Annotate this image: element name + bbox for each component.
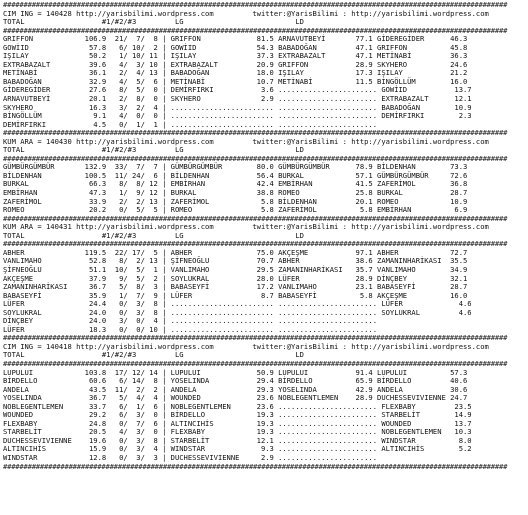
separator-line: ########################################################################################################################### [3, 358, 508, 368]
table-row: LUPULUI 103.8 17/ 12/ 14 | LUPULUI 50.9 LUPULUI 91.4 LUPULUI 57.3 [3, 367, 468, 377]
table-row: GRIFFON 106.9 21/ 7/ 8 | GRIFFON 81.5 ARNAVUTBEYİ 77.1 GİDEREGİDER 46.3 [3, 34, 468, 44]
table-row: GİDEREGİDER 27.6 8/ 5/ 0 | DEMİRFIRKI 3.6 ....................... GOWİID 13.7 [3, 85, 472, 95]
table-row: ARNAVUTBEYİ 20.1 2/ 8/ 0 | SKYHERO 2.9 ....................... EXTRABAZALT 12.1 [3, 94, 472, 104]
table-row: NOBLEGENTLEMEN 33.7 6/ 1/ 6 | NOBLEGENTLEMEN 23.6 ....................... FLEXBABY 23.5 [3, 401, 472, 411]
column-header: TOTAL #1/#2/#3 LG LD [3, 145, 304, 155]
table-row: DUCHESSEVIVIENNE 19.6 0/ 3/ 8 | STARBELİT 12.1 ....................... WINDSTAR 8.0 [3, 435, 472, 445]
table-row: IŞILAY 50.2 1/ 10/ 11 | IŞILAY 37.3 EXTRABAZALT 47.1 METİNABİ 36.3 [3, 51, 468, 61]
table-row: DİNÇBEY 24.0 3/ 0/ 4 | ........................ ....................... [3, 316, 378, 326]
race-header: KUM ARA = 140430 http://yarisbilimi.wordpress.com twitter:@YarisBilimi : http://yarisbilimi.wordpress.com [3, 136, 489, 146]
table-row: LÜFER 24.4 0/ 3/ 8 | ........................ ....................... LÜFER 4.6 [3, 299, 472, 309]
table-row: ROMEO 20.2 0/ 5/ 5 | ROMEO 5.8 ZAFERİMOL 5.8 EMBİRHAN 6.9 [3, 205, 468, 215]
table-row: ABHER 119.5 22/ 17/ 5 | ABHER 75.0 AKÇEŞME 97.1 ABHER 72.7 [3, 247, 468, 257]
race-header: CIM ING = 140418 http://yarisbilimi.wordpress.com twitter:@YarisBilimi : http://yarisbilimi.wordpress.com [3, 341, 489, 351]
table-row: AKÇEŞME 37.9 9/ 5/ 2 | SOYLUKRAL 28.0 LÜFER 28.9 DİNÇBEY 32.1 [3, 273, 468, 283]
table-row: VANLIMAHO 52.8 8/ 2/ 13 | ŞİFNEOĞLU 70.7 ABHER 38.6 ZAMANINHARİKASI 35.5 [3, 256, 468, 266]
table-row: ZAMANINHARİKASI 36.7 5/ 8/ 3 | BABASEYFİ 17.2 VANLIMAHO 23.1 BABASEYFİ 28.7 [3, 282, 468, 292]
table-row: METİNABİ 36.1 2/ 4/ 13 | BABADOĞAN 18.0 IŞILAY 17.3 IŞILAY 21.2 [3, 68, 468, 78]
table-row: BİLDENHAN 100.5 11/ 24/ 6 | BİLDENHAN 56.4 BURKAL 57.1 GÜMBÜRGÜMBÜR 72.6 [3, 170, 468, 180]
table-row: BABADOĞAN 32.9 4/ 5/ 6 | METİNABİ 10.7 METİNABİ 11.5 BİNGÖLLÜM 16.0 [3, 76, 468, 86]
separator-line: ########################################################################################################################### [3, 153, 508, 163]
table-row: GÜMBÜRGÜMBÜR 132.9 33/ 7/ 7 | GÜMBÜRGÜMBÜR 80.0 GÜMBÜRGÜMBÜR 78.9 BİLDENHAN 73.3 [3, 162, 468, 172]
table-row: EXTRABAZALT 39.6 4/ 3/ 10 | EXTRABAZALT 20.9 GRIFFON 28.9 SKYHERO 24.6 [3, 59, 468, 69]
separator-line: ########################################################################################################################### [3, 239, 508, 249]
separator-line: ########################################################################################################################### [3, 333, 508, 343]
column-header: TOTAL #1/#2/#3 LG LD [3, 350, 304, 360]
table-row: ZAFERİMOL 33.9 2/ 2/ 13 | ZAFERİMOL 5.8 BİLDENHAN 20.1 ROMEO 10.9 [3, 196, 468, 206]
table-row: BURKAL 66.3 8/ 8/ 12 | EMBİRHAN 42.4 EMBİRHAN 41.5 ZAFERİMOL 36.8 [3, 179, 468, 189]
table-row: SKYHERO 16.3 3/ 2/ 4 | ........................ ....................... BABADOĞAN 10.9 [3, 102, 472, 112]
table-row: STARBELİT 20.5 4/ 3/ 0 | FLEXBABY 19.3 ....................... NOBLEGENTLEMEN 10.3 [3, 427, 472, 437]
table-row: BİNGÖLLÜM 9.1 4/ 0/ 0 | ........................ ....................... DEMİRFIRKI 2.3 [3, 111, 472, 121]
race-header: CIM ING = 140428 http://yarisbilimi.wordpress.com twitter:@YarisBilimi : http://yarisbilimi.wordpress.com [3, 8, 489, 18]
table-row: YOSELINDA 36.7 5/ 4/ 4 | WOUNDED 23.6 NOBLEGENTLEMEN 28.9 DUCHESSEVIVIENNE 24.7 [3, 393, 468, 403]
table-row: SOYLUKRAL 24.0 0/ 3/ 8 | ........................ ....................... SOYLUKRAL 4.6 [3, 307, 472, 317]
table-row: BABASEYFİ 35.9 1/ 7/ 9 | LÜFER 8.7 BABASEYFİ 5.8 AKÇEŞME 16.0 [3, 290, 468, 300]
table-row: LÜFER 18.3 0/ 0/ 10 | ........................ ....................... [3, 324, 378, 334]
table-row: ALTINCIHİS 15.9 0/ 3/ 4 | WINDSTAR 9.3 ....................... ALTINCIHİS 5.2 [3, 444, 472, 454]
table-row: WOUNDED 29.2 6/ 3/ 0 | BİRDELLO 19.3 ....................... STARBELİT 14.9 [3, 410, 472, 420]
table-row: BİRDELLO 60.6 6/ 14/ 8 | YOSELINDA 29.4 BİRDELLO 65.9 BİRDELLO 40.6 [3, 376, 468, 386]
separator-line: ########################################################################################################################### [3, 128, 508, 138]
table-row: GOWİID 57.8 6/ 10/ 2 | GOWİID 54.3 BABADOĞAN 47.1 GRIFFON 45.8 [3, 42, 468, 52]
separator-line: ########################################################################################################################### [3, 213, 508, 223]
table-row: ANDELA 43.5 11/ 2/ 2 | ANDELA 29.3 YOSELINDA 42.9 ANDELA 30.6 [3, 384, 468, 394]
table-row: WINDSTAR 12.8 0/ 3/ 3 | DUCHESSEVIVIENNE 2.9 ....................... [3, 452, 378, 462]
separator-line: ########################################################################################################################### [3, 25, 508, 35]
table-row: ŞİFNEOĞLU 51.1 10/ 5/ 1 | VANLIMAHO 29.5 ZAMANINHARİKASI 35.7 VANLIMAHO 34.9 [3, 264, 468, 274]
separator-line: ########################################################################################################################### [3, 0, 508, 9]
separator-line: ########################################################################################################################### [3, 461, 508, 471]
column-header: TOTAL #1/#2/#3 LG LD [3, 17, 304, 27]
table-row: EMBİRHAN 47.3 1/ 9/ 12 | BURKAL 38.8 ROMEO 25.8 BURKAL 28.7 [3, 188, 468, 198]
column-header: TOTAL #1/#2/#3 LG LD [3, 230, 304, 240]
table-row: FLEXBABY 24.8 0/ 7/ 6 | ALTINCIHİS 19.3 ....................... WOUNDED 13.7 [3, 418, 472, 428]
table-row: DEMİRFIRKI 4.5 0/ 1/ 1 | ........................ ....................... [3, 119, 378, 129]
race-header: KUM ARA = 140431 http://yarisbilimi.wordpress.com twitter:@YarisBilimi : http://yarisbilimi.wordpress.com [3, 222, 489, 232]
